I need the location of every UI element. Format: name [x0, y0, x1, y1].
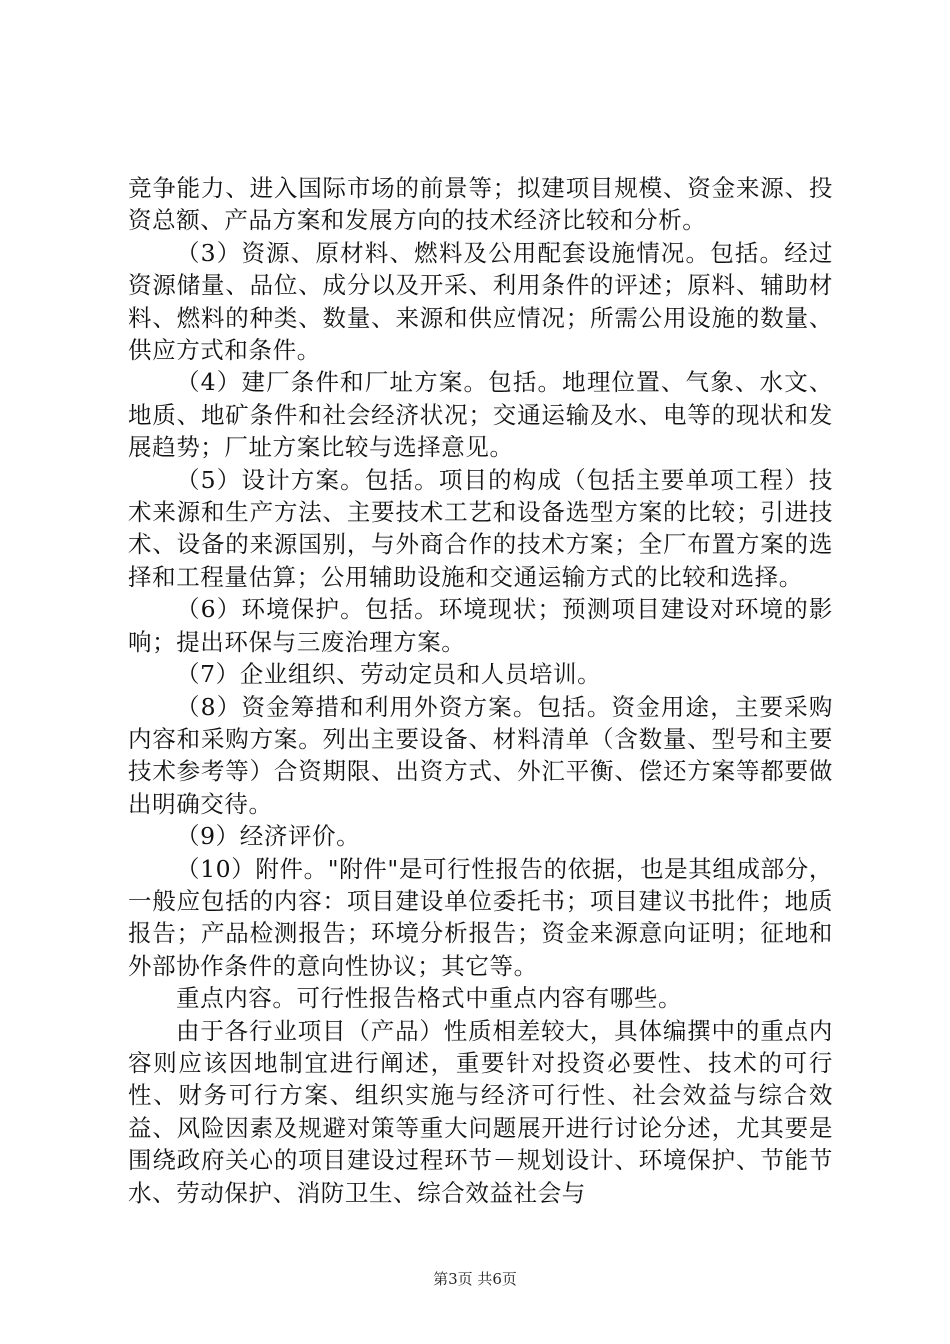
page-number-footer: 第3页 共6页 [433, 1270, 517, 1288]
paragraph-item-9: （9）经济评价。 [176, 822, 361, 851]
paragraph-item-4: （4）建厂条件和厂址方案。包括。地理位置、气象、水文、地质、地矿条件和社会经济状况；交通运输及水、电等的现状和发展趋势；厂址方案比较与选择意见。 [128, 368, 833, 462]
paragraph-continuation: 竞争能力、进入国际市场的前景等；拟建项目规模、资金来源、投资总额、产品方案和发展方向的技术经济比较和分析。 [128, 174, 833, 235]
paragraph-item-10: （10）附件。"附件"是可行性报告的依据，也是其组成部分，一般应包括的内容：项目建设单位委托书；项目建议书批件；地质报告；产品检测报告；环境分析报告；资金来源意向证明；征地和外部协作条件的意向性协议；其它等。 [128, 854, 833, 980]
paragraph-item-8: （8）资金筹措和利用外资方案。包括。资金用途，主要采购内容和采购方案。列出主要设备、材料清单（含数量、型号和主要技术参考等）合资期限、出资方式、外汇平衡、偿还方案等都要做出明确交待。 [128, 692, 833, 818]
paragraph-item-3: （3）资源、原材料、燃料及公用配套设施情况。包括。经过资源储量、品位、成分以及开采、利用条件的评述；原料、辅助材料、燃料的种类、数量、来源和供应情况；所需公用设施的数量、供应方式和条件。 [128, 238, 833, 365]
paragraph-item-5: （5）设计方案。包括。项目的构成（包括主要单项工程）技术来源和生产方法、主要技术工艺和设备选型方案的比较；引进技术、设备的来源国别，与外商合作的技术方案；全厂布置方案的选择和工程量估算；公用辅助设施和交通运输方式的比较和选择。 [128, 465, 833, 591]
paragraph-item-6: （6）环境保护。包括。环境现状；预测项目建设对环境的影响；提出环保与三废治理方案。 [128, 595, 833, 656]
paragraph-item-7: （7）企业组织、劳动定员和人员培训。 [176, 660, 602, 689]
paragraph-key-content: 重点内容。可行性报告格式中重点内容有哪些。 [176, 984, 683, 1013]
paragraph-key-content-detail: 由于各行业项目（产品）性质相差较大，具体编撰中的重点内容则应该因地制宜进行阐述，重要针对投资必要性、技术的可行性、财务可行方案、组织实施与经济可行性、社会效益与综合效益、风险因素及规避对策等重大问题展开进行讨论分述，尤其要是围绕政府关心的项目建设过程环节－规划设计、环境保护、节能节水、劳动保护、消防卫生、综合效益社会与 [128, 1016, 833, 1207]
document-body [128, 172, 833, 1209]
